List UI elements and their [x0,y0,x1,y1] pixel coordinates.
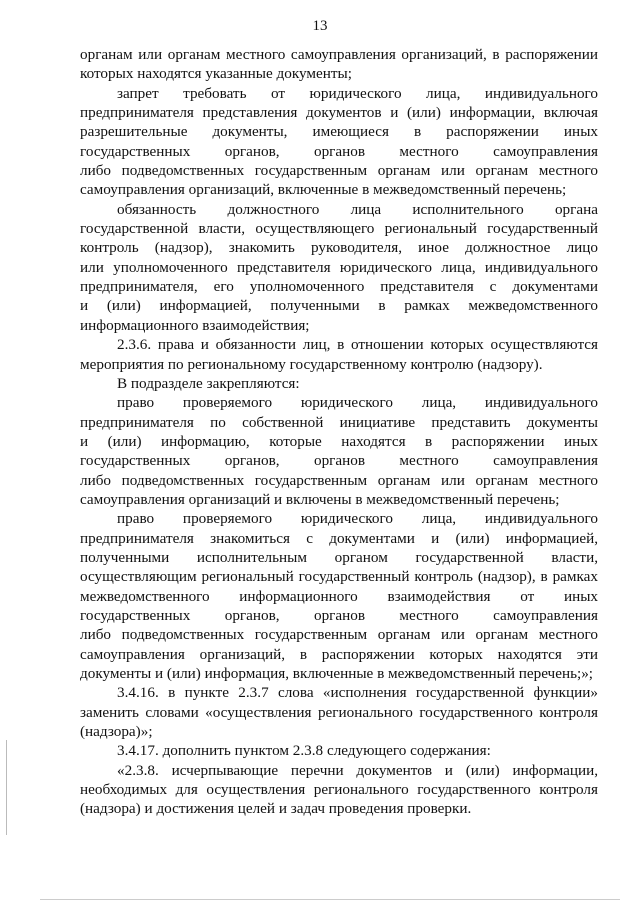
text-line: (надзора)»; [80,723,153,741]
text-line: государственной власти, осуществляющего региональный государственный [80,220,598,238]
text-line: или уполномоченного представителя юридического лица, индивидуального [80,258,598,276]
text-line: право проверяемого юридического лица, индивидуального [117,394,598,412]
text-line: документы и (или) информация, включенные в межведомственный перечень;»; [80,665,594,682]
text-line: государственных органов, органов местного самоуправления [80,142,598,160]
text-line: осуществляющим региональный государственный контроль (надзор), в рамках [80,568,598,586]
document-body [80,45,598,819]
text-line: либо подведомственных государственным органам или органам местного [80,162,598,180]
text-line: либо подведомственных государственным органам или органам местного [80,626,598,644]
text-line: разрешительные документы, имеющиеся в распоряжении иных [80,123,598,141]
text-line: 3.4.17. дополнить пунктом 2.3.8 следующего содержания: [117,742,491,760]
text-line: информационного взаимодействия; [80,316,310,334]
text-line: необходимых для осуществления регионального государственного контроля [80,781,598,799]
text-line: государственных органов, органов местного самоуправления [80,606,598,624]
text-line: полученными исполнительным органом государственной власти, [80,548,598,566]
text-line: предпринимателя по собственной инициативе представить документы [80,413,598,431]
text-line: предпринимателя, его уполномоченного представителя с документами [80,278,598,296]
text-line: самоуправления организаций и включены в межведомственный перечень; [80,490,560,508]
text-line: «2.3.8. исчерпывающие перечни документов и (или) информации, [117,761,598,779]
text-line: органам или органам местного самоуправления организаций, в распоряжении [80,46,598,63]
text-line: межведомственного информационного взаимодействия от иных [80,587,598,605]
text-line: контроль (надзор), знакомить руководителя, иное должностное лицо [80,239,598,257]
scan-bottom-edge [40,899,620,900]
text-line: В подразделе закрепляются: [117,374,300,392]
text-line: заменить словами «осуществления регионального государственного контроля [80,703,598,721]
text-line: государственных органов, органов местного самоуправления [80,452,598,470]
text-line: и (или) информацией, полученными в рамках межведомственного [80,297,598,315]
text-line: самоуправления организаций, включенные в межведомственный перечень; [80,181,567,199]
text-line: (надзора) и достижения целей и задач проведения проверки. [80,800,472,818]
text-line: 2.3.6. права и обязанности лиц, в отношении которых осуществляются [117,336,598,354]
text-line: мероприятия по региональному государственному контролю (надзору). [80,355,543,373]
text-line: и (или) информацию, которые находятся в распоряжении иных [80,432,598,450]
text-line: право проверяемого юридического лица, индивидуального [117,510,598,528]
text-line: либо подведомственных государственным органам или органам местного [80,471,598,489]
text-line: 3.4.16. в пункте 2.3.7 слова «исполнения государственной функции» [117,684,598,702]
text-line: запрет требовать от юридического лица, индивидуального [117,84,598,102]
text-line: предпринимателя знакомиться с документами и (или) информацией, [80,529,598,547]
text-line: обязанность должностного лица исполнительного органа [117,200,598,218]
text-line: предпринимателя представления документов и (или) информации, включая [80,104,598,122]
text-line: которых находятся указанные документы; [80,65,352,83]
page-number: 13 [312,18,328,34]
scan-margin-mark [6,740,7,835]
text-line: самоуправления организаций, в распоряжении которых находятся эти [80,645,598,663]
